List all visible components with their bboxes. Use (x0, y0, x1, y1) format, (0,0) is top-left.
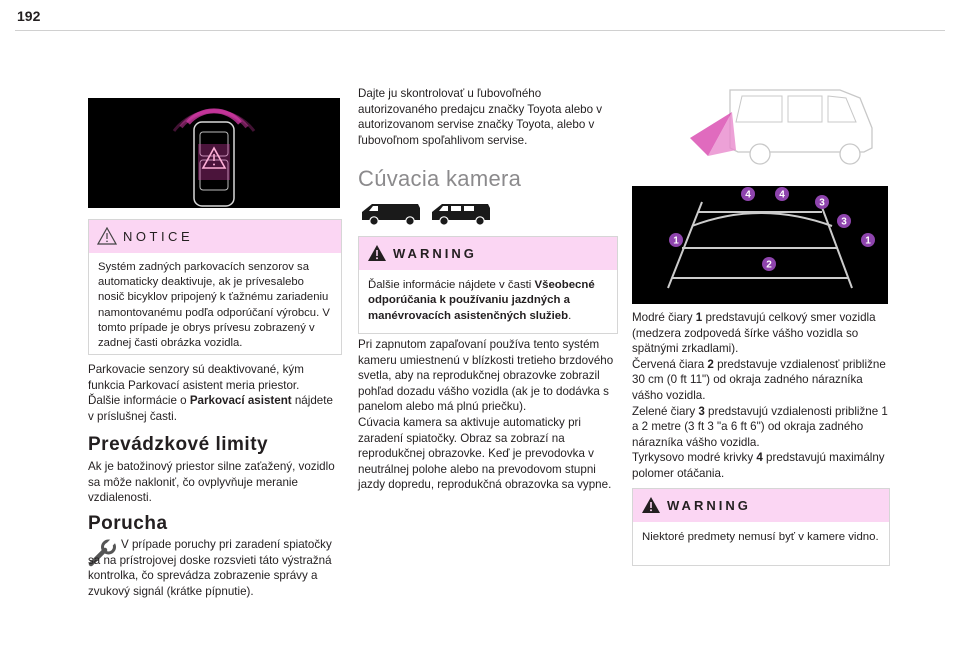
warning-outline-icon (97, 227, 117, 245)
marker-4 (775, 187, 789, 201)
parking-sensor-illustration (88, 98, 340, 208)
warning-title: WARNING (393, 246, 477, 261)
svg-text:3: 3 (819, 197, 825, 209)
camera-body-2: Cúvacia kamera sa aktivuje automaticky pri zaradení spiatočky. Obraz sa zobrazí na reprodukčnej obrazovke. Keď je prevodovka v neutrálnej polohe alebo na prevodovom stupni jazdy dopredu, reprodukčná obrazovka sa vypne. (358, 415, 612, 492)
service-paragraph: Dajte ju skontrolovať u ľubovoľného autorizovaného predajcu značky Toyota alebo v autorizovanom servise značky Toyota, alebo v ľubovoľnom spoľahlivom servise. (358, 87, 603, 147)
warning-text: Ďalšie informácie nájdete v časti Všeobecné odporúčania k používaniu jazdných a manévrovacích asistenčných služieb. (368, 279, 595, 322)
van-icon (362, 204, 420, 225)
svg-text:1: 1 (865, 235, 871, 247)
top-rule (15, 30, 945, 31)
camera-view-image (632, 186, 888, 304)
malfunction-text: V prípade poruchy pri zaradení spiatočky sa na prístrojovej doske rozsvieti táto výstražná kontrolka, čo sprevádza zobrazenie správy a zvukový signál (krátke pípnutie). (88, 538, 332, 598)
svg-text:2: 2 (766, 259, 772, 271)
marker-1 (669, 233, 683, 247)
warning-text-2: Niektoré predmety nemusí byť v kamere vidno. (642, 531, 879, 543)
notice-text: Systém zadných parkovacích senzorov sa automaticky deaktivuje, ak je prívesalebo nosič bicyklov pripojený k ťažnému zariadeniu namontovanému podľa odporúčaní výrobcu. V tomto prípade je obrys prívesu zobrazený v zadnej časti obrázka vozidla. (98, 261, 330, 350)
marker-3 (837, 214, 851, 228)
blue-lines-text: Modré čiary 1 predstavujú celkový smer vozidla (medzera zodpovedá šírke vášho vozidla so spätnými zrkadlami). (632, 311, 876, 356)
warning-icon (367, 244, 387, 262)
marker-1 (861, 233, 875, 247)
notice-box (88, 219, 342, 355)
warning-bold-reference: Všeobecné odporúčania k používaniu jazdných a manévrovacích asistenčných služieb (368, 279, 595, 322)
svg-text:1: 1 (673, 235, 679, 247)
warning-box (358, 236, 618, 334)
warning-header (359, 237, 617, 270)
turquoise-curves-text: Tyrkysovo modré krivky 4 predstavujú maximálny polomer otáčania. (632, 451, 885, 480)
camera-description (358, 337, 616, 493)
section-operating-limits: Prevádzkové limity (88, 434, 269, 455)
green-lines-text: Zelené čiary 3 predstavujú vzdialenosti približne 1 a 2 metre (3 ft 3 "a 6 ft 6") od okraja zadného nárazníka vášho vozidla. (632, 404, 888, 449)
marker-2 (762, 257, 776, 271)
camera-lines-description (632, 310, 888, 482)
camera-body-1: Pri zapnutom zapaľovaní používa tento systém kameru umiestnenú v blízkosti tretieho brzdového svetla, aby na reprodukčnej obrazovke zobrazil pohľad dozadu vášho vozidla (ak je to dodávka s panelom alebo má plnú priečku). (358, 338, 614, 414)
red-line-text: Červená čiara 2 predstavuje vzdialenosť približne 30 cm (0 ft 11") od okraja zadného nárazníka vášho vozidla. (632, 357, 886, 402)
warning-icon (641, 496, 661, 514)
section-malfunction: Porucha (88, 513, 168, 534)
notice-title: NOTICE (123, 229, 194, 244)
warning-title-2: WARNING (667, 498, 751, 513)
notice-header (89, 220, 341, 253)
van-icons (360, 200, 500, 231)
page-number: 192 (17, 8, 41, 24)
svg-text:4: 4 (779, 189, 785, 201)
svg-text:3: 3 (841, 216, 847, 228)
parking-assist-text: Parkovacie senzory sú deaktivované, kým funkcia Parkovací asistent meria priestor. (88, 363, 304, 392)
van-rear-camera-illustration (690, 82, 890, 179)
svg-text:4: 4 (745, 189, 751, 201)
section-rear-camera: Cúvacia kamera (358, 166, 522, 191)
warning-box-2 (632, 488, 890, 566)
operating-limits-text: Ak je batožinový priestor silne zaťažený, vozidlo sa môže nakloniť, čo ovplyvňuje meranie vzdialenosti. (88, 460, 335, 505)
parking-assist-reference: Ďalšie informácie o Parkovací asistent nájdete v príslušnej časti. (88, 394, 333, 423)
warning-header-2 (633, 489, 889, 522)
marker-4 (741, 187, 755, 201)
van-windows-icon (432, 204, 490, 225)
marker-3 (815, 195, 829, 209)
parking-assist-bold: Parkovací asistent (189, 394, 292, 408)
car-top-view-icon (88, 98, 340, 208)
parking-assist-paragraph (88, 362, 340, 424)
